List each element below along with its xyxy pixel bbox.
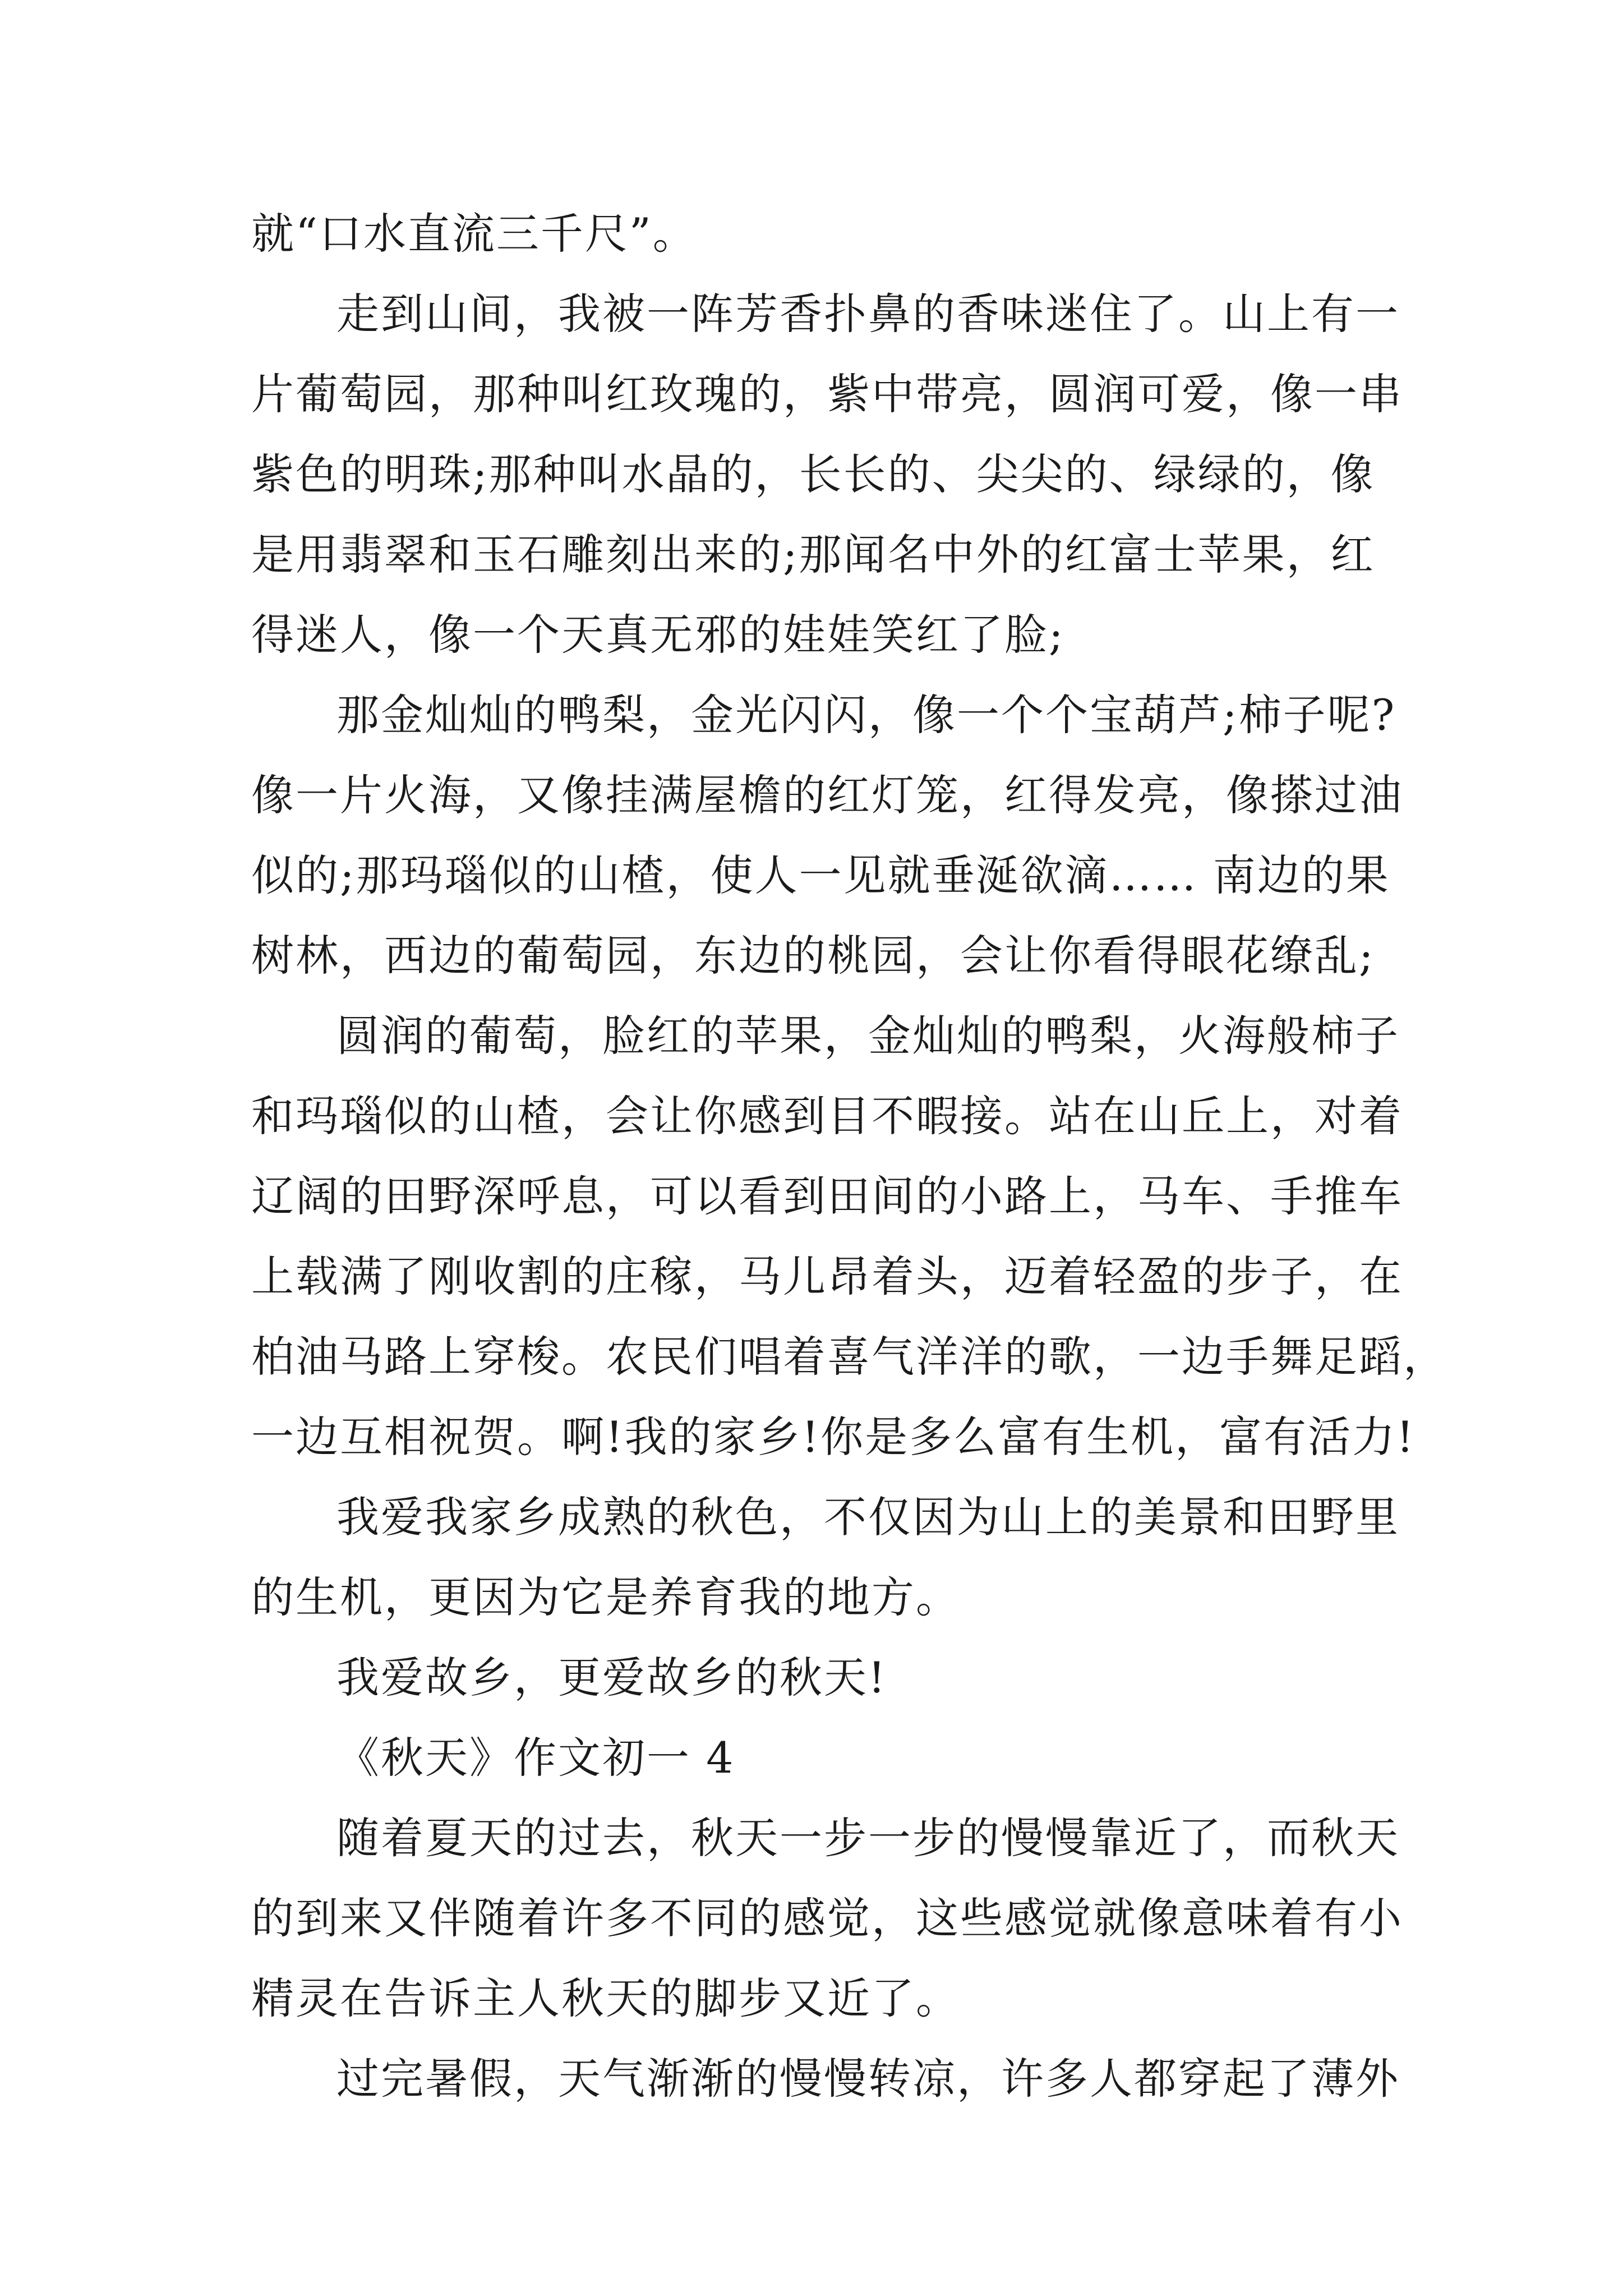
paragraph-start: 那金灿灿的鸭梨，金光闪闪，像一个个宝葫芦;柿子呢?	[336, 690, 1396, 740]
text-line: 上载满了刚收割的庄稼，马儿昂着头，迈着轻盈的步子，在	[251, 1251, 1403, 1301]
section-heading: 《秋天》作文初一 4	[336, 1733, 735, 1783]
essay-body	[251, 194, 1447, 2119]
text-line: 柏油马路上穿梭。农民们唱着喜气洋洋的歌，一边手舞足蹈，	[251, 1332, 1447, 1382]
text-line: 一边互相祝贺。啊!我的家乡!你是多么富有生机，富有活力!	[251, 1412, 1415, 1462]
text-line: 像一片火海，又像挂满屋檐的红灯笼，红得发亮，像搽过油	[251, 770, 1403, 820]
text-line: 似的;那玛瑙似的山楂，使人一见就垂涎欲滴…… 南边的果	[251, 850, 1390, 900]
text-line: 树林，西边的葡萄园，东边的桃园，会让你看得眼花缭乱;	[251, 931, 1375, 981]
text-line: 片葡萄园，那种叫红玫瑰的，紫中带亮，圆润可爱，像一串	[251, 369, 1403, 419]
text-line: 就“口水直流三千尺”。	[251, 209, 697, 259]
paragraph-start: 我爱故乡，更爱故乡的秋天!	[336, 1653, 887, 1703]
text-line: 精灵在告诉主人秋天的脚步又近了。	[251, 1973, 960, 2023]
text-line: 是用翡翠和玉石雕刻出来的;那闻名中外的红富士苹果，红	[251, 530, 1375, 579]
text-line: 紫色的明珠;那种叫水晶的，长长的、尖尖的、绿绿的，像	[251, 449, 1375, 499]
paragraph-start: 过完暑假，天气渐渐的慢慢转凉，许多人都穿起了薄外	[336, 2054, 1400, 2104]
text-line: 辽阔的田野深呼息，可以看到田间的小路上，马车、手推车	[251, 1171, 1403, 1221]
text-line: 得迷人，像一个天真无邪的娃娃笑红了脸;	[251, 610, 1065, 660]
paragraph-start: 圆润的葡萄，脸红的苹果，金灿灿的鸭梨，火海般柿子	[336, 1011, 1400, 1061]
text-line: 的到来又伴随着许多不同的感觉，这些感觉就像意味着有小	[251, 1893, 1403, 1943]
paragraph-start: 我爱我家乡成熟的秋色，不仅因为山上的美景和田野里	[336, 1492, 1400, 1542]
paragraph-start: 走到山间，我被一阵芳香扑鼻的香味迷住了。山上有一	[336, 289, 1400, 339]
text-line: 和玛瑙似的山楂，会让你感到目不暇接。站在山丘上，对着	[251, 1091, 1403, 1141]
paragraph-start: 随着夏天的过去，秋天一步一步的慢慢靠近了，而秋天	[336, 1813, 1400, 1863]
text-line: 的生机，更因为它是养育我的地方。	[251, 1572, 960, 1622]
